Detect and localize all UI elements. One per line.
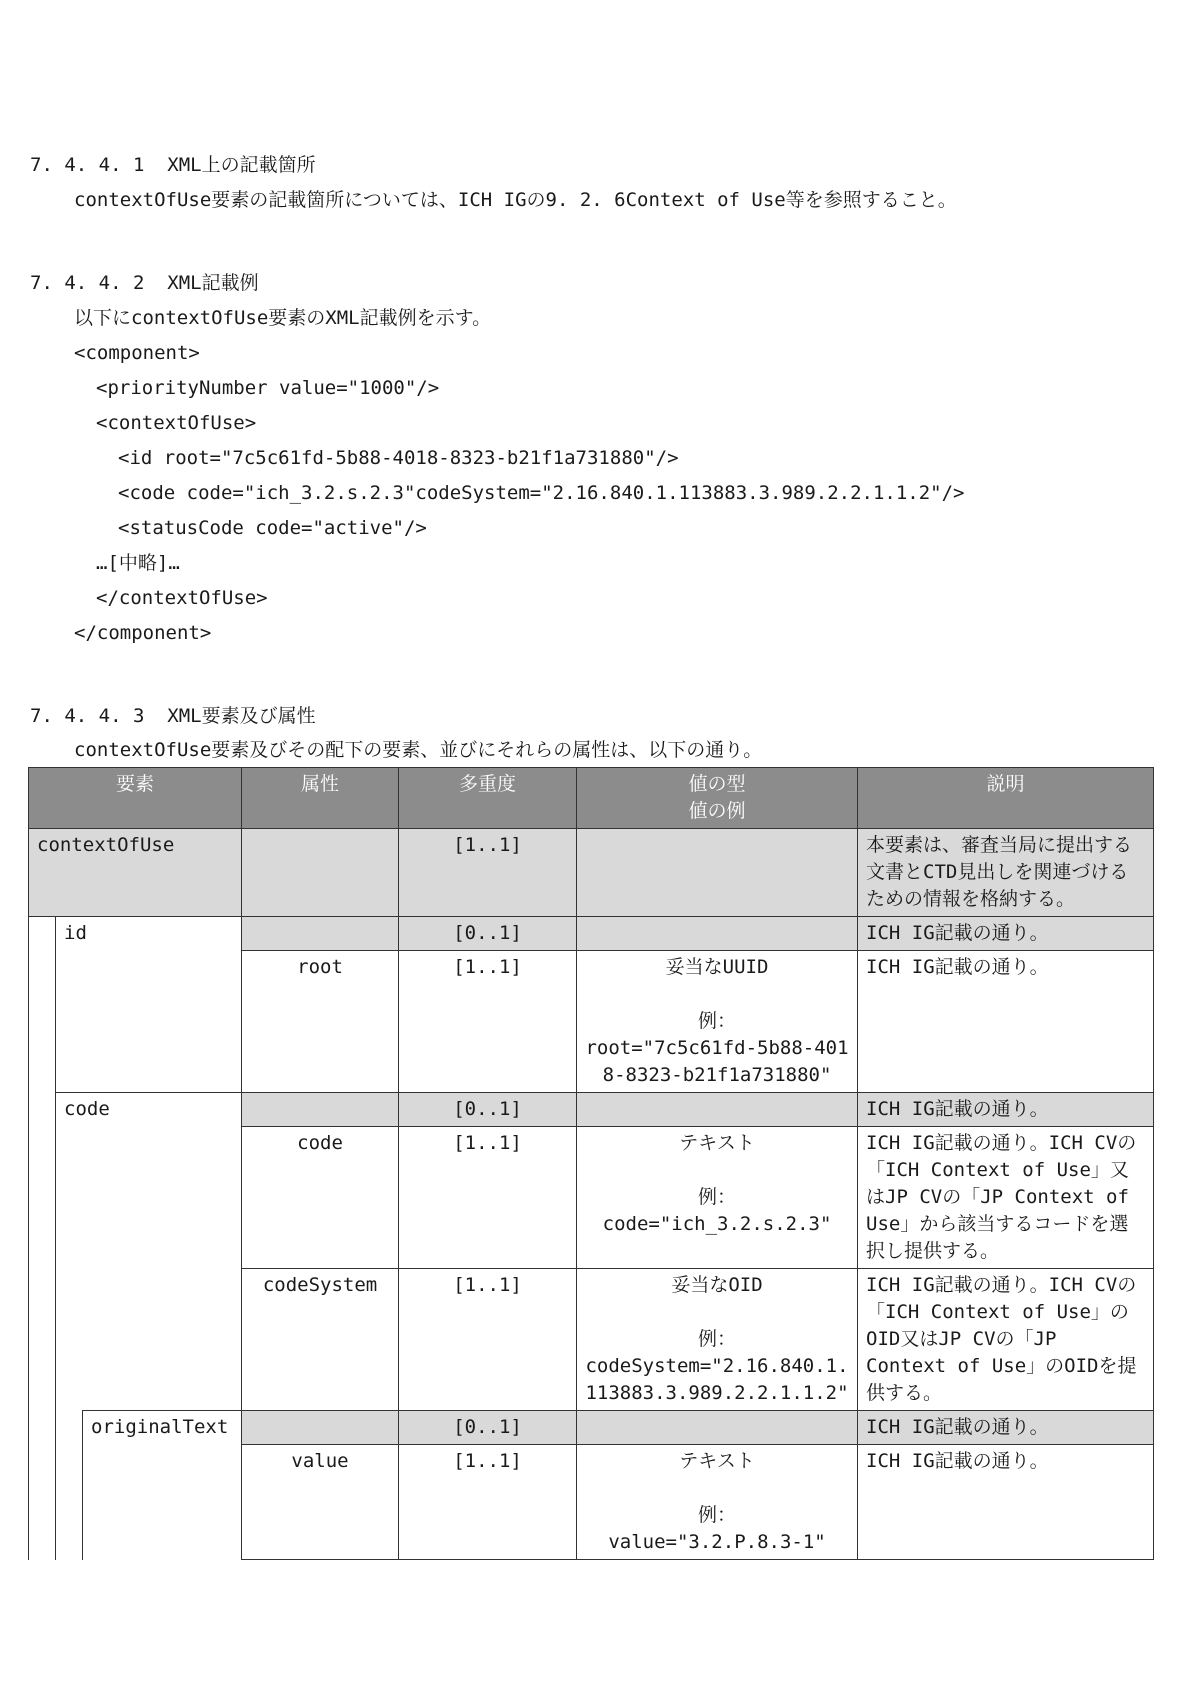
description-cell: ICH IG記載の通り。ICH CVの「ICH Context of Use」又はJP CVの「JP Context of Use」から該当するコードを選択し提供する。 [858,1127,1154,1269]
multiplicity-cell: [1..1] [399,1127,577,1269]
elements-table [28,767,1154,1560]
header-description: 説明 [858,768,1154,829]
multiplicity-cell: [0..1] [399,1093,577,1127]
xml-line: …[中略]… [96,552,180,574]
element-cell: originalText [83,1411,242,1445]
table-row [29,829,1154,917]
xml-line: <statusCode code="active"/> [118,517,427,539]
value-type-cell: 妥当なOID 例： codeSystem="2.16.840.1.113883.3.989.2.2.1.1.2" [577,1269,858,1411]
element-cell: id [56,917,242,951]
table-row [29,1127,1154,1269]
multiplicity-cell: [0..1] [399,1411,577,1445]
description-cell: ICH IG記載の通り。 [858,1411,1154,1445]
table-row [29,951,1154,1093]
section-heading-3: 7. 4. 4. 3 XML要素及び属性 [30,705,316,727]
value-type-cell: 妥当なUUID 例： root="7c5c61fd-5b88-4018-8323-b21f1a731880" [577,951,858,1093]
multiplicity-cell: [1..1] [399,951,577,1093]
header-element: 要素 [29,768,242,829]
section-intro-2: 以下にcontextOfUse要素のXML記載例を示す。 [74,307,492,329]
value-type-cell: テキスト 例：code="ich_3.2.s.2.3" [577,1127,858,1269]
element-cell: contextOfUse [29,829,242,917]
element-cell: code [56,1093,242,1127]
header-type: 値の型 値の例 [577,768,858,829]
table-row [29,1269,1154,1411]
table-row [29,1411,1154,1445]
table-row [29,1445,1154,1560]
xml-line: <code code="ich_3.2.s.2.3"codeSystem="2.16.840.1.113883.3.989.2.2.1.1.2"/> [118,482,965,504]
section-heading-1: 7. 4. 4. 1 XML上の記載箇所 [30,154,316,176]
table-row [29,917,1154,951]
xml-line: </contextOfUse> [96,587,268,609]
xml-line: </component> [74,622,212,644]
multiplicity-cell: [1..1] [399,1269,577,1411]
table-header-row [29,768,1154,829]
attribute-cell: codeSystem [242,1269,399,1411]
attribute-cell: value [242,1445,399,1560]
section-heading-2: 7. 4. 4. 2 XML記載例 [30,272,259,294]
xml-line: <id root="7c5c61fd-5b88-4018-8323-b21f1a731880"/> [118,447,679,469]
description-cell: ICH IG記載の通り。 [858,951,1154,1093]
description-cell: ICH IG記載の通り。 [858,1093,1154,1127]
value-type-cell: テキスト 例： value="3.2.P.8.3-1" [577,1445,858,1560]
description-cell: ICH IG記載の通り。 [858,1445,1154,1560]
xml-line: <priorityNumber value="1000"/> [96,377,440,399]
xml-line: <contextOfUse> [96,412,257,434]
table-row [29,1093,1154,1127]
xml-line: <component> [74,342,200,364]
section-body-1: contextOfUse要素の記載箇所については、ICH IGの9. 2. 6Context of Use等を参照すること。 [74,189,957,211]
section-intro-3: contextOfUse要素及びその配下の要素、並びにそれらの属性は、以下の通り。 [74,739,763,761]
multiplicity-cell: [0..1] [399,917,577,951]
header-attribute: 属性 [242,768,399,829]
attribute-cell: code [242,1127,399,1269]
multiplicity-cell: [1..1] [399,1445,577,1560]
header-multiplicity: 多重度 [399,768,577,829]
description-cell: ICH IG記載の通り。ICH CVの「ICH Context of Use」のOID又はJP CVの「JP Context of Use」のOIDを提供する。 [858,1269,1154,1411]
multiplicity-cell: [1..1] [399,829,577,917]
attribute-cell: root [242,951,399,1093]
description-cell: 本要素は、審査当局に提出する文書とCTD見出しを関連づけるための情報を格納する。 [858,829,1154,917]
description-cell: ICH IG記載の通り。 [858,917,1154,951]
